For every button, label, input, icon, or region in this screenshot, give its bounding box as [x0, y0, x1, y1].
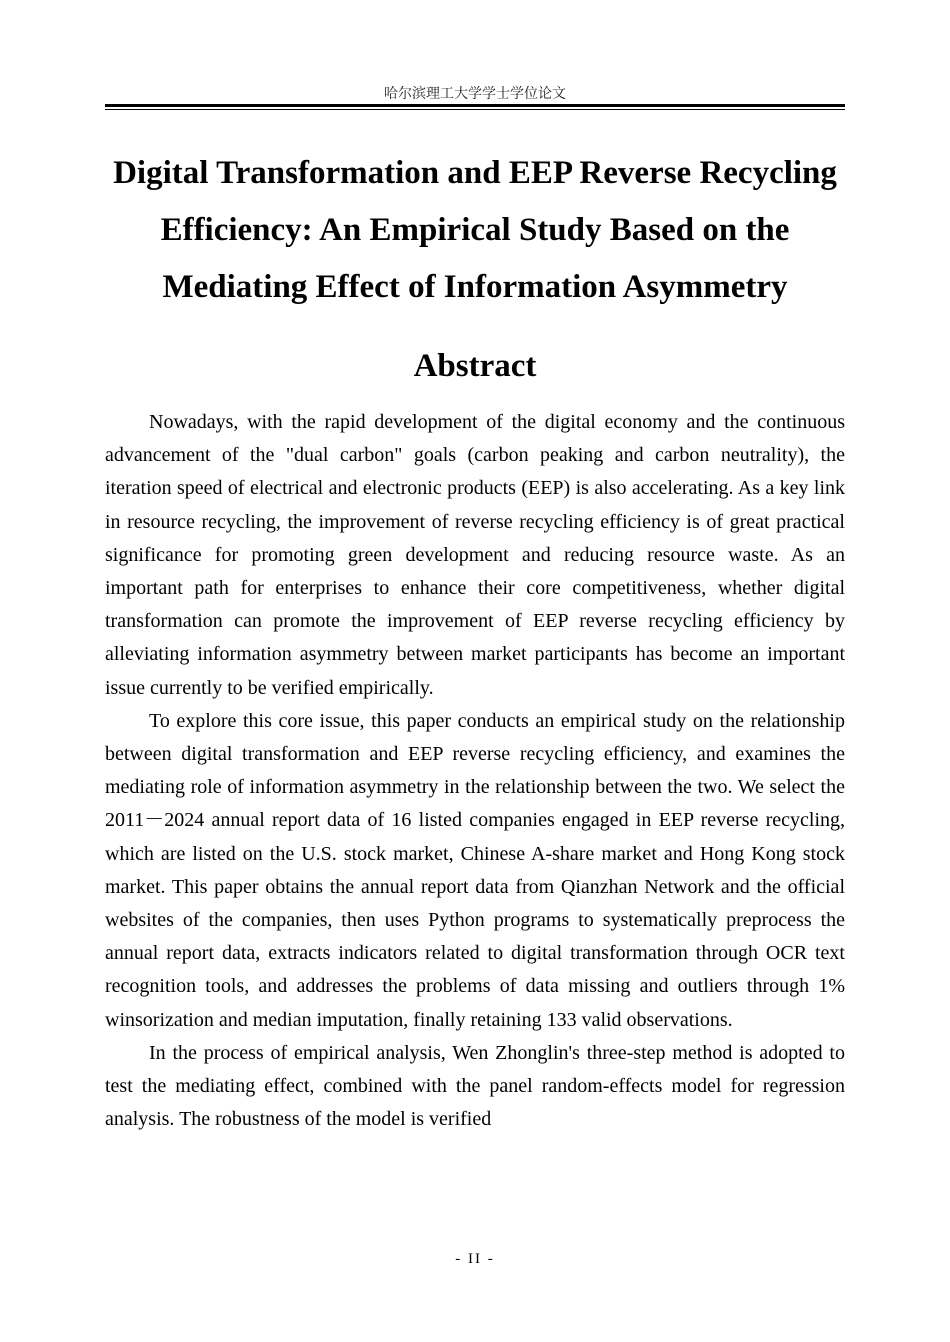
abstract-paragraph-1: Nowadays, with the rapid development of the digital economy and the continuous advancement of the "dual carbon" goals (carbon peaking and carbon neutrality), the iteration speed of electrical and electronic products (EEP) is also accelerating. As a key link in resource recycling, the improvement of reverse recycling efficiency is of great practical significance for promoting green development and reducing resource waste. As an important path for enterprises to enhance their core competitiveness, whether digital transformation can promote the improvement of EEP reverse recycling efficiency by alleviating information asymmetry between market participants has become an important issue currently to be verified empirically.	[105, 411, 845, 699]
abstract-heading: Abstract	[413, 348, 537, 384]
abstract-body	[105, 406, 845, 1238]
abstract-paragraph-2: To explore this core issue, this paper conducts an empirical study on the relationship between digital transformation and EEP reverse recycling efficiency, and examines the mediating role of information asymmetry in the relationship between the two. We select the 2011－2024 annual report data of 16 listed companies engaged in EEP reverse recycling, which are listed on the U.S. stock market, Chinese A-share market and Hong Kong stock market. This paper obtains the annual report data from Qianzhan Network and the official websites of the companies, then uses Python programs to systematically preprocess the annual report data, extracts indicators related to digital transformation through OCR text recognition tools, and addresses the problems of data missing and outliers through 1% winsorization and median imputation, finally retaining 133 valid observations.	[105, 709, 845, 1031]
page-number: - II -	[455, 1251, 495, 1267]
abstract-paragraph-3: In the process of empirical analysis, Wen Zhonglin's three-step method is adopted to test the mediating effect, combined with the panel random-effects model for regression analysis. The robustness of the model is verified	[105, 1041, 845, 1131]
header-rule-thin	[105, 109, 845, 110]
running-header: 哈尔滨理工大学学士学位论文	[384, 86, 566, 102]
paper-title: Digital Transformation and EEP Reverse Recycling Efficiency: An Empirical Study Based on the Mediating Effect of Information Asymmetry	[113, 155, 837, 305]
header-rule-thick	[105, 104, 845, 107]
